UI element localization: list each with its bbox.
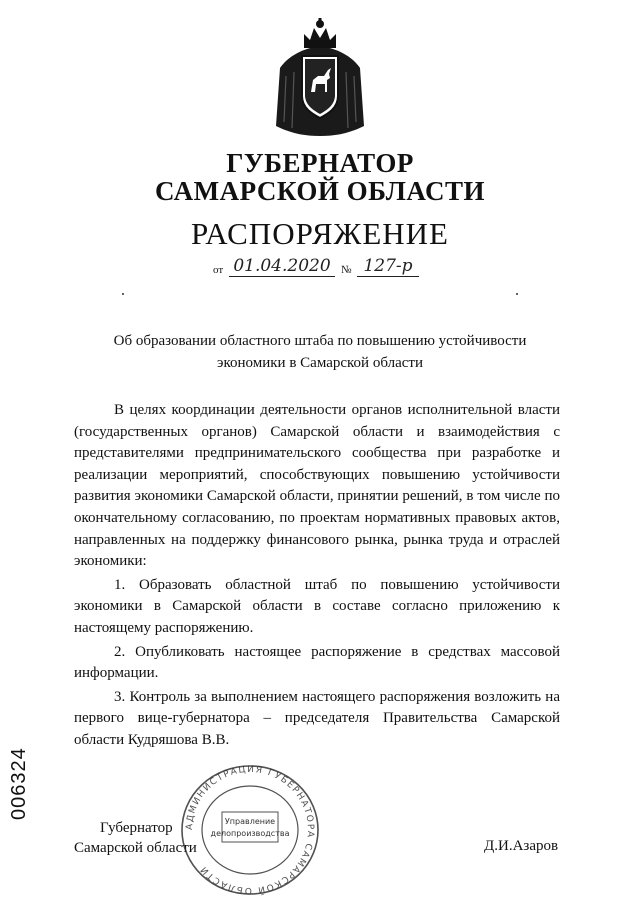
issuer-region: САМАРСКОЙ ОБЛАСТИ — [154, 176, 486, 206]
date-number-line — [213, 256, 453, 280]
stamp-inner-line1: Управление — [224, 817, 276, 826]
item-2-paragraph: 2. Опубликовать настоящее распоряжение в средствах массовой информации. — [74, 643, 560, 682]
stamp-inner-line2: делопроизводства — [210, 829, 290, 838]
signatory-title-line2: Самарской области — [74, 840, 197, 856]
scan-speck — [516, 293, 518, 295]
document-type-title: РАСПОРЯЖЕНИЕ — [191, 216, 449, 251]
document-subject: Об образовании областного штаба по повышению устойчивости экономики в Самарской области — [113, 333, 527, 371]
date-from-label: от — [213, 264, 224, 276]
preamble-paragraph: В целях координации деятельности органов исполнительной власти (государственных органов) Самарской области и взаимодействия с представителями предпринимательского сообщества при разработке и реализации мероприятий, способствующих повышению устойчивости развития экономики Самарской области, принятии решений, в том числе по окончательному согласованию, по проектам нормативных правовых актов, направленных на поддержку финансового рынка, рынка труда и отраслей экономики: — [74, 402, 560, 570]
document-date: 01.04.2020 — [229, 256, 335, 277]
official-stamp — [176, 760, 324, 900]
coat-of-arms-emblem — [274, 16, 366, 138]
scan-speck — [122, 293, 124, 295]
item-3-paragraph: 3. Контроль за выполнением настоящего распоряжения возложить на первого вице-губернатора – председателя Правительства Самарской области Кудряшова В.В. — [74, 688, 560, 748]
issuer-title: ГУБЕРНАТОР — [226, 148, 414, 178]
item-1-paragraph: 1. Образовать областной штаб по повышению устойчивости экономики в Самарской области в составе согласно приложению к настоящему распоряжению. — [74, 576, 560, 636]
document-body — [74, 400, 560, 752]
signatory-name: Д.И.Азаров — [484, 838, 559, 854]
stamp-outer-text: АДМИНИСТРАЦИЯ ГУБЕРНАТОРА САМАРСКОЙ ОБЛАСТИ — [184, 764, 316, 896]
registration-number: 006324 — [8, 747, 30, 820]
signatory-title-line1: Губернатор — [100, 820, 173, 836]
number-sign-label: № — [341, 264, 352, 276]
document-number: 127-р — [357, 256, 419, 277]
